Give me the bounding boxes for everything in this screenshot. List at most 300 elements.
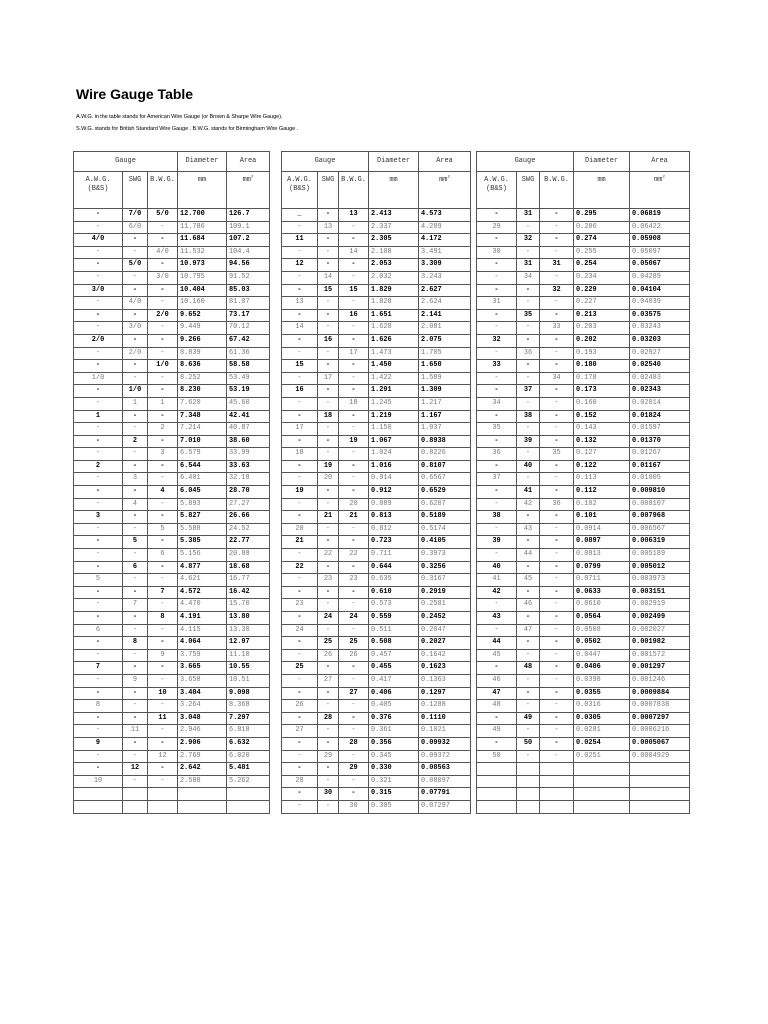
- bwg-cell: -: [339, 674, 369, 687]
- bwg-cell: -: [148, 536, 178, 549]
- swg-cell: -: [123, 334, 148, 347]
- swg-cell: -: [517, 725, 540, 738]
- swg-cell: -: [318, 322, 339, 335]
- awg-cell: -: [282, 347, 318, 360]
- diameter-cell: 0.143: [574, 423, 630, 436]
- bwg-cell: -: [148, 372, 178, 385]
- table-row: [477, 309, 690, 322]
- bwg-cell: 6: [148, 549, 178, 562]
- awg-cell: -: [477, 523, 517, 536]
- mm-header: mm: [178, 172, 227, 209]
- diameter-header: Diameter: [178, 152, 227, 172]
- area-cell: 0.1297: [419, 687, 471, 700]
- table-row: [477, 347, 690, 360]
- diameter-cell: [574, 788, 630, 801]
- bwg-cell: -: [540, 460, 574, 473]
- awg-cell: 1/0: [74, 372, 123, 385]
- awg-cell: -: [74, 473, 123, 486]
- table-row: [74, 473, 270, 486]
- swg-cell: -: [318, 448, 339, 461]
- awg-cell: -: [282, 271, 318, 284]
- diameter-cell: 12.700: [178, 209, 227, 222]
- swg-cell: -: [318, 385, 339, 398]
- area-cell: 0.07297: [419, 800, 471, 813]
- awg-cell: -: [477, 549, 517, 562]
- awg-cell: -: [282, 574, 318, 587]
- awg-cell: -: [74, 536, 123, 549]
- swg-cell: -: [318, 561, 339, 574]
- area-cell: 0.0009884: [630, 687, 690, 700]
- awg-cell: -: [282, 763, 318, 776]
- diameter-cell: 1.067: [369, 435, 419, 448]
- table-row: [282, 649, 471, 662]
- swg-cell: 13: [318, 221, 339, 234]
- area-cell: 0.06819: [630, 209, 690, 222]
- bwg-cell: -: [540, 687, 574, 700]
- awg-cell: -: [477, 460, 517, 473]
- table-row: [282, 423, 471, 436]
- bwg-cell: 22: [339, 549, 369, 562]
- diameter-cell: 1.150: [369, 423, 419, 436]
- area-cell: 0.02927: [630, 347, 690, 360]
- awg-cell: 11: [282, 234, 318, 247]
- diameter-cell: 0.234: [574, 271, 630, 284]
- awg-header: A.W.G. (B&S): [74, 172, 123, 209]
- awg-cell: 14: [282, 322, 318, 335]
- bwg-cell: -: [540, 410, 574, 423]
- table-row: [74, 435, 270, 448]
- swg-cell: 40: [517, 460, 540, 473]
- diameter-cell: 0.457: [369, 649, 419, 662]
- swg-cell: 42: [517, 498, 540, 511]
- area-cell: 0.001297: [630, 662, 690, 675]
- gauge-table-3: [476, 151, 690, 814]
- diameter-cell: 0.573: [369, 599, 419, 612]
- bwg-cell: 34: [540, 372, 574, 385]
- awg-cell: 16: [282, 385, 318, 398]
- swg-cell: 12: [123, 763, 148, 776]
- diameter-cell: 0.723: [369, 536, 419, 549]
- swg-cell: 5/0: [123, 259, 148, 272]
- awg-cell: 45: [477, 649, 517, 662]
- diameter-cell: 2.032: [369, 271, 419, 284]
- table-row: [477, 788, 690, 801]
- area-cell: 4.573: [419, 209, 471, 222]
- table-row: [74, 372, 270, 385]
- area-cell: 0.02343: [630, 385, 690, 398]
- table-row: [74, 271, 270, 284]
- table-row: [74, 637, 270, 650]
- swg-cell: 3/0: [123, 322, 148, 335]
- area-cell: 0.8107: [419, 460, 471, 473]
- bwg-cell: -: [148, 637, 178, 650]
- page-title: Wire Gauge Table: [76, 86, 194, 102]
- awg-header: A.W.G. (B&S): [282, 172, 318, 209]
- area-cell: [630, 788, 690, 801]
- bwg-cell: -: [339, 788, 369, 801]
- table-row: [74, 309, 270, 322]
- area-cell: 0.08097: [419, 775, 471, 788]
- table-row: [477, 750, 690, 763]
- bwg-cell: 15: [339, 284, 369, 297]
- diameter-cell: 0.122: [574, 460, 630, 473]
- awg-header: A.W.G. (B&S): [477, 172, 517, 209]
- diameter-cell: 1.828: [369, 297, 419, 310]
- table-row: [282, 750, 471, 763]
- swg-cell: -: [318, 624, 339, 637]
- area-cell: 6.632: [227, 737, 270, 750]
- area-cell: 107.2: [227, 234, 270, 247]
- swg-cell: -: [517, 322, 540, 335]
- area-cell: 0.05908: [630, 234, 690, 247]
- area-cell: 13.30: [227, 624, 270, 637]
- table-row: [477, 674, 690, 687]
- awg-cell: -: [282, 649, 318, 662]
- bwg-cell: -: [339, 523, 369, 536]
- diameter-cell: 0.315: [369, 788, 419, 801]
- diameter-cell: 0.0914: [574, 523, 630, 536]
- swg-cell: -: [123, 737, 148, 750]
- bwg-cell: -: [339, 473, 369, 486]
- awg-cell: -: [282, 511, 318, 524]
- area-cell: 10.51: [227, 674, 270, 687]
- diameter-cell: 1.628: [369, 322, 419, 335]
- awg-cell: -: [74, 637, 123, 650]
- diameter-cell: 10.404: [178, 284, 227, 297]
- diameter-cell: 0.0799: [574, 561, 630, 574]
- table-row: [477, 397, 690, 410]
- awg-cell: -: [282, 800, 318, 813]
- area-cell: 28.70: [227, 486, 270, 499]
- awg-cell: -: [282, 410, 318, 423]
- diameter-cell: 0.511: [369, 624, 419, 637]
- bwg-cell: -: [540, 574, 574, 587]
- diameter-cell: 5.385: [178, 536, 227, 549]
- swg-cell: -: [517, 561, 540, 574]
- diameter-cell: [574, 800, 630, 813]
- area-cell: 0.03203: [630, 334, 690, 347]
- swg-cell: -: [318, 435, 339, 448]
- bwg-cell: -: [339, 234, 369, 247]
- awg-cell: 6: [74, 624, 123, 637]
- swg-cell: 18: [318, 410, 339, 423]
- mm-header: mm: [369, 172, 419, 209]
- diameter-cell: 0.178: [574, 372, 630, 385]
- bwg-cell: -: [540, 347, 574, 360]
- table-row: [477, 586, 690, 599]
- bwg-cell: -: [339, 561, 369, 574]
- table-row: [477, 284, 690, 297]
- area-cell: 24.52: [227, 523, 270, 536]
- table-row: [282, 775, 471, 788]
- table-row: [477, 498, 690, 511]
- table-row: [74, 612, 270, 625]
- table-row: [74, 297, 270, 310]
- area-cell: 26.66: [227, 511, 270, 524]
- diameter-cell: 0.644: [369, 561, 419, 574]
- table-row: [477, 763, 690, 776]
- table-row: [477, 460, 690, 473]
- table-row: [74, 649, 270, 662]
- area-cell: 0.8226: [419, 448, 471, 461]
- awg-cell: -: [74, 259, 123, 272]
- area-cell: 67.42: [227, 334, 270, 347]
- table-row: [477, 372, 690, 385]
- area-cell: 0.006567: [630, 523, 690, 536]
- area-cell: 58.58: [227, 360, 270, 373]
- table-row: [282, 334, 471, 347]
- table-row: [282, 498, 471, 511]
- bwg-cell: -: [339, 725, 369, 738]
- awg-cell: 3: [74, 511, 123, 524]
- area-cell: 11.10: [227, 649, 270, 662]
- bwg-cell: 4/0: [148, 246, 178, 259]
- table-row: [74, 423, 270, 436]
- swg-cell: 30: [318, 788, 339, 801]
- gauge-table-1: [73, 151, 270, 814]
- diameter-cell: 7.348: [178, 410, 227, 423]
- swg-cell: -: [318, 586, 339, 599]
- bwg-cell: -: [339, 460, 369, 473]
- table-row: [282, 586, 471, 599]
- swg-cell: -: [517, 649, 540, 662]
- table-row: [477, 662, 690, 675]
- area-cell: 0.1110: [419, 712, 471, 725]
- diameter-cell: 9.266: [178, 334, 227, 347]
- bwg-cell: -: [540, 360, 574, 373]
- awg-cell: -: [477, 486, 517, 499]
- diameter-cell: 0.255: [574, 246, 630, 259]
- awg-cell: -: [477, 712, 517, 725]
- awg-cell: -: [74, 649, 123, 662]
- area-cell: 0.002027: [630, 624, 690, 637]
- awg-cell: -: [282, 788, 318, 801]
- awg-cell: 4/0: [74, 234, 123, 247]
- diameter-cell: 0.180: [574, 360, 630, 373]
- bwg-cell: -: [148, 763, 178, 776]
- table-row: [477, 234, 690, 247]
- table-row: [282, 599, 471, 612]
- awg-cell: -: [282, 737, 318, 750]
- swg-cell: 4/0: [123, 297, 148, 310]
- table-row: [477, 334, 690, 347]
- awg-cell: 36: [477, 448, 517, 461]
- swg-cell: 2: [123, 435, 148, 448]
- awg-cell: -: [282, 284, 318, 297]
- diameter-cell: 7.010: [178, 435, 227, 448]
- awg-cell: -: [282, 221, 318, 234]
- diameter-cell: 2.337: [369, 221, 419, 234]
- gauge-header: Gauge: [477, 152, 574, 172]
- swg-cell: 41: [517, 486, 540, 499]
- diameter-cell: 3.665: [178, 662, 227, 675]
- table-row: [282, 486, 471, 499]
- diameter-cell: 0.0398: [574, 674, 630, 687]
- swg-cell: 16: [318, 334, 339, 347]
- swg-cell: [517, 763, 540, 776]
- diameter-cell: 11.684: [178, 234, 227, 247]
- awg-cell: -: [74, 486, 123, 499]
- awg-cell: 28: [282, 775, 318, 788]
- awg-cell: -: [282, 674, 318, 687]
- bwg-cell: -: [339, 221, 369, 234]
- table-row: [282, 624, 471, 637]
- awg-cell: 42: [477, 586, 517, 599]
- bwg-cell: 28: [339, 737, 369, 750]
- table-row: [282, 435, 471, 448]
- swg-cell: -: [517, 397, 540, 410]
- awg-cell: 34: [477, 397, 517, 410]
- bwg-cell: -: [148, 574, 178, 587]
- diameter-cell: 0.508: [369, 637, 419, 650]
- diameter-cell: 0.193: [574, 347, 630, 360]
- diameter-cell: 0.305: [369, 800, 419, 813]
- area-cell: 2.627: [419, 284, 471, 297]
- diameter-cell: 0.406: [369, 687, 419, 700]
- table-row: [477, 511, 690, 524]
- diameter-cell: 0.635: [369, 574, 419, 587]
- diameter-cell: 2.305: [369, 234, 419, 247]
- bwg-cell: -: [540, 435, 574, 448]
- bwg-cell: -: [339, 334, 369, 347]
- diameter-cell: 0.405: [369, 700, 419, 713]
- area-cell: 0.003973: [630, 574, 690, 587]
- bwg-cell: -: [540, 209, 574, 222]
- awg-cell: -: [477, 435, 517, 448]
- bwg-cell: -: [339, 271, 369, 284]
- bwg-cell: -: [148, 385, 178, 398]
- diameter-cell: 0.0508: [574, 624, 630, 637]
- swg-cell: -: [123, 284, 148, 297]
- area-cell: 0.1623: [419, 662, 471, 675]
- table-row: [74, 700, 270, 713]
- area-cell: 0.005189: [630, 549, 690, 562]
- area-cell: 0.001246: [630, 674, 690, 687]
- table-row: [477, 448, 690, 461]
- table-row: [477, 712, 690, 725]
- diameter-cell: 0.0897: [574, 536, 630, 549]
- awg-cell: 37: [477, 473, 517, 486]
- swg-cell: -: [517, 448, 540, 461]
- awg-cell: 32: [477, 334, 517, 347]
- table-row: [74, 322, 270, 335]
- awg-cell: 20: [282, 523, 318, 536]
- swg-cell: -: [517, 586, 540, 599]
- area-cell: 0.1642: [419, 649, 471, 662]
- bwg-cell: 23: [339, 574, 369, 587]
- awg-cell: [74, 788, 123, 801]
- area-header: Area: [419, 152, 471, 172]
- table-row: [282, 297, 471, 310]
- table-row: [282, 687, 471, 700]
- area-cell: 0.009810: [630, 486, 690, 499]
- bwg-cell: -: [540, 473, 574, 486]
- awg-cell: -: [282, 549, 318, 562]
- swg-cell: -: [123, 624, 148, 637]
- bwg-cell: -: [148, 498, 178, 511]
- bwg-cell: -: [148, 599, 178, 612]
- swg-cell: -: [123, 271, 148, 284]
- area-cell: 0.6567: [419, 473, 471, 486]
- swg-cell: -: [123, 662, 148, 675]
- area-cell: 104.4: [227, 246, 270, 259]
- diameter-cell: 0.0813: [574, 549, 630, 562]
- area-cell: 0.01370: [630, 435, 690, 448]
- area-cell: 0.08563: [419, 763, 471, 776]
- awg-cell: 48: [477, 700, 517, 713]
- bwg-cell: 36: [540, 498, 574, 511]
- table-row: [282, 574, 471, 587]
- bwg-cell: 33: [540, 322, 574, 335]
- swg-cell: 3: [123, 473, 148, 486]
- awg-cell: [477, 775, 517, 788]
- swg-cell: 22: [318, 549, 339, 562]
- area-cell: 1.650: [419, 360, 471, 373]
- diameter-cell: [574, 763, 630, 776]
- swg-cell: -: [517, 423, 540, 436]
- awg-cell: 13: [282, 297, 318, 310]
- diameter-cell: 4.115: [178, 624, 227, 637]
- swg-cell: 17: [318, 372, 339, 385]
- diameter-cell: 0.812: [369, 523, 419, 536]
- area-cell: 0.07791: [419, 788, 471, 801]
- awg-cell: 8: [74, 700, 123, 713]
- awg-cell: -: [74, 612, 123, 625]
- awg-cell: -: [477, 271, 517, 284]
- table-row: [477, 687, 690, 700]
- table-row: [282, 662, 471, 675]
- table-row: [74, 561, 270, 574]
- area-cell: 27.27: [227, 498, 270, 511]
- diameter-cell: 7.214: [178, 423, 227, 436]
- bwg-cell: -: [540, 523, 574, 536]
- table-row: [74, 486, 270, 499]
- diameter-cell: 0.912: [369, 486, 419, 499]
- diameter-cell: 0.0633: [574, 586, 630, 599]
- bwg-cell: -: [148, 334, 178, 347]
- bwg-cell: -: [540, 737, 574, 750]
- bwg-cell: 10: [148, 687, 178, 700]
- bwg-cell: -: [339, 599, 369, 612]
- awg-cell: -: [74, 435, 123, 448]
- gauge-table-body: [477, 152, 690, 814]
- diameter-cell: 0.173: [574, 385, 630, 398]
- swg-cell: -: [318, 297, 339, 310]
- bwg-cell: -: [540, 246, 574, 259]
- table-row: [477, 800, 690, 813]
- area-cell: [227, 788, 270, 801]
- bwg-cell: 5/0: [148, 209, 178, 222]
- bwg-cell: 27: [339, 687, 369, 700]
- mm2-header: $mm^2$: [227, 172, 270, 209]
- swg-cell: -: [318, 423, 339, 436]
- awg-cell: -: [477, 385, 517, 398]
- area-cell: 3.309: [419, 259, 471, 272]
- bwg-cell: -: [339, 586, 369, 599]
- awg-cell: -: [477, 662, 517, 675]
- swg-cell: 46: [517, 599, 540, 612]
- diameter-cell: 10.795: [178, 271, 227, 284]
- diameter-cell: 5.156: [178, 549, 227, 562]
- bwg-cell: [540, 800, 574, 813]
- bwg-cell: 32: [540, 284, 574, 297]
- swg-cell: 31: [517, 259, 540, 272]
- table-row: [477, 549, 690, 562]
- awg-cell: 47: [477, 687, 517, 700]
- table-row: [74, 221, 270, 234]
- swg-cell: 44: [517, 549, 540, 562]
- swg-cell: -: [517, 284, 540, 297]
